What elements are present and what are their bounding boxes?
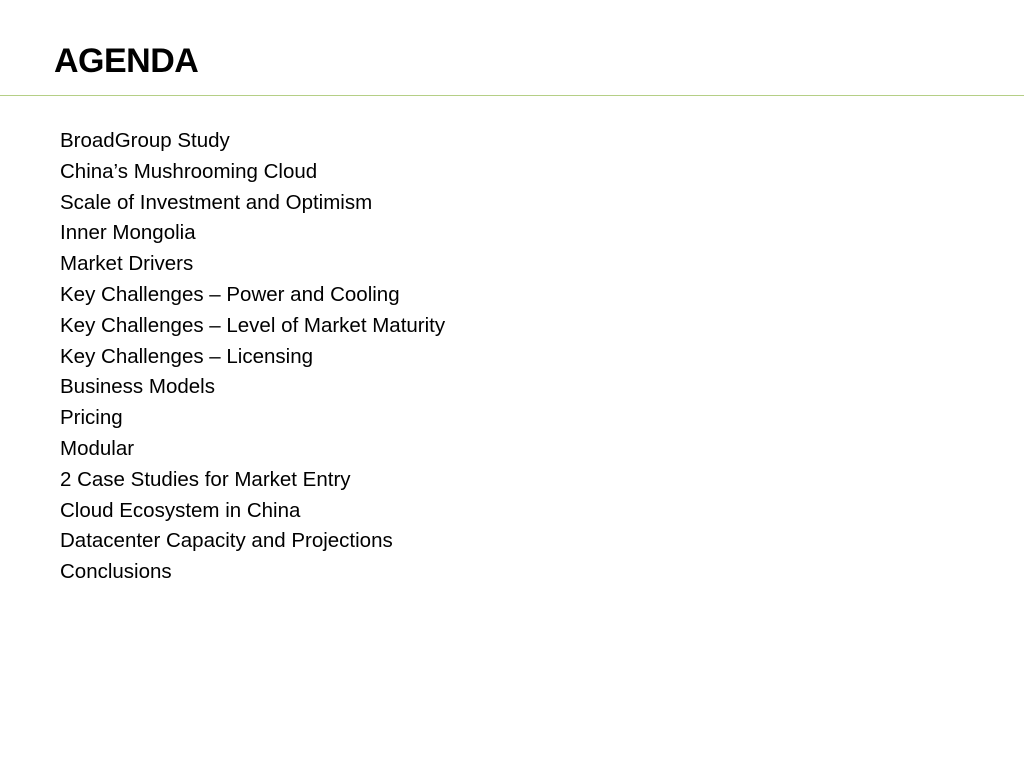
agenda-item: 2 Case Studies for Market Entry xyxy=(60,467,351,491)
agenda-item: Key Challenges – Power and Cooling xyxy=(60,282,400,306)
agenda-item: Datacenter Capacity and Projections xyxy=(60,529,393,553)
agenda-item: Market Drivers xyxy=(60,252,194,276)
agenda-item: China’s Mushrooming Cloud xyxy=(60,159,318,183)
agenda-item: Cloud Ecosystem in China xyxy=(60,498,301,522)
agenda-item: Inner Mongolia xyxy=(60,221,196,245)
agenda-item: Business Models xyxy=(60,375,215,399)
agenda-item: Pricing xyxy=(60,406,123,430)
agenda-item: Key Challenges – Licensing xyxy=(60,344,313,368)
agenda-item: Conclusions xyxy=(60,560,172,584)
agenda-item: Scale of Investment and Optimism xyxy=(60,190,373,214)
title-divider xyxy=(0,95,1024,96)
slide-title: AGENDA xyxy=(54,42,199,80)
agenda-item: BroadGroup Study xyxy=(60,129,230,152)
agenda-item: Key Challenges – Level of Market Maturity xyxy=(60,313,446,337)
agenda-list xyxy=(60,126,445,588)
agenda-item: Modular xyxy=(60,436,135,460)
